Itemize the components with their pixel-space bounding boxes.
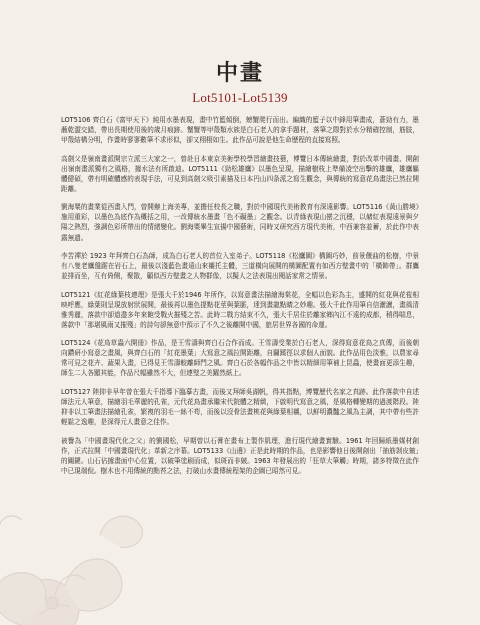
paragraph-lot5116: 劉海粟的畫業從西畫入門，曾開辦上海美專，並擔任校長之職，對於中國現代美術教育有深遠影響。LOT5116《黃山勝境》施用重彩，以墨色為底作為概括之用，一改傳統水墨畫「色不礙墨」之觀念。以青綠表現山巒之沉穩，以赭紅表現遠景與夕陽之熱烈，強調色彩所帶出的情緒變化。劉海粟畢生宣揚中國藝術，同時又研究西方現代美術，中西兼容並蓄，於此作中表露無遺。 bbox=[61, 203, 419, 242]
paragraph-lot5124: LOT5124《花鳥草蟲六開冊》作品，是王雪濤與齊白石合作而成。王雪濤受業於白石老人，深得寫意花鳥之真傳，而後朝向鑽研小寫意之畫風，與齊白石的「紅花墨葉」大寫意之風拉開距離，自闢蹊徑以求個人面貌。此作品用色淡雅，以農家尋常可見之花卉、蔬果入畫，已得見王雪濤較離師門之風。齊白石於各幅作品之中皆以精細用筆補上昆蟲，使畫面更添生趣，師生二人各顯其能，作品尺幅雖然不大，但連璧之美躍然紙上。 bbox=[61, 339, 419, 378]
lot-range: Lot5101-Lot5139 bbox=[192, 90, 288, 105]
paragraph-lot5127: LOT5127 陸抑非早年曾在張大千指導下臨摹古畫，而後又拜師吳湖帆，得其指點，博覽歷代名家之真跡。此作落款中自述師法元人筆意，描繪羽毛華麗的孔雀，元代花鳥畫承繼宋代院體之精緻，下啟明代寫意之風，是風格轉變期的過渡階段。陸抑非以工筆畫法描繪孔雀，繁複的羽毛一絲不苟，而後以沒骨法畫桃花與綠葉相襯，以鮮明濃豔之風為主調，其中帶有些許輕鬆之逸趣，是深得元人畫意之佳作。 bbox=[61, 387, 419, 427]
page-title: 中畫 bbox=[215, 60, 264, 86]
article-body bbox=[61, 115, 419, 484]
paragraph-lot5121: LOT5121《紅花綠葉枝連理》是張大千於1946 年所作，以寫意畫法描繪海棠花，全幅以色彩為主，盛開的紅花與花苞相映呼應，綠葉則呈現放射狀展開，最後再以墨色提點花莖與葉脈，達到畫龍點睛之妙趣。張大千此作用筆自信灑灑，畫風清雅秀麗，落款中卻道盡多年來飽受戰火摧殘之苦。此時二戰方結束不久，張大千居住於離家鄉內江不遠的成都，稍得喘息，落款中「那堪風雨又摧殘」的詩句卻無意中預示了不久之後離開中國，旅居世界各國的命運。 bbox=[61, 290, 419, 329]
paragraph-lot5133: 被譽為「中國畫現代化之父」的劉國松，早期曾以石膏在畫布上製作肌理，進行現代繪畫實驗。1961 年回歸紙墨媒材創作，正式拉開「中國畫現代化」革新之序幕。LOT5133《山邊》正是此時期的作品，也是影響他日後開創出「抽筋剝皮皴」的關鍵。山石佔據畫面中心位置，以破筆塗刷而成，似斑而非皴。1963 年發展出的「狂草大筆觸」時期，諸多特徵在此作中已現端倪。樹木也不用傳統的點苔之法，打破山水畫傳統程架的企圖已昭然可見。 bbox=[61, 436, 419, 475]
paragraph-lot5106: LOT5106 齊白石《富甲天下》純用水墨表現，畫中竹籃傾倒，螃蟹爬行而出。編織的籃子以中鋒用筆畫成，蒼勁有力，墨蘸乾澀交錯，帶出長期使用後的歲月痕跡。蟹蟹等甲殼類水族是白石老人的拿手題材，落筆之際對於水分精確控制，筋肢，甲殼結構分明，作畫時寥寥數筆不求形似，卻又栩栩如生。此作品可說是他生命歷程的直接寫照。 bbox=[61, 116, 419, 145]
page-header bbox=[0, 60, 480, 106]
paragraph-lot5118: 李苦禪於 1923 年拜齊白石為師，成為白石老人的首位入室弟子。LOT5118《松鷹圖》構圖巧妙，前景偃曲的松樹，中景有八隻老鷹盤踞在岩石上，最後以淺藍色畫遠山來襯托主體，三道橫向展開的構圖配置有如西方壁畫中的「橫飾帶」。群鷹並排而坐，互有倚側，聚散，顧似西方壁畫之人物群像，以擬人之法表現出閱話家常之情景。 bbox=[61, 251, 419, 281]
flower-decoration-icon bbox=[0, 475, 150, 625]
paragraph-lot5111: 高劍父是嶺南畫派開宗立派三大家之一，曾赴日本東京美術學校學習繪畫技藝，博覽日本傳統繪畫，對於改革中國畫、開創出嶺南畫派獨有之風格，據水法有所啟迪。LOT5111《勁松雄鷹》以墨色呈現，描繪樹枝上準備凌空出擊的雄鷹，雄鷹軀體健碩，帶有明確體感的表現手法，可見到高劍父吸引素描及日本円山四条派之寫生觀念，與傳統的寫意花鳥畫法已然拉開距離。 bbox=[61, 154, 419, 193]
